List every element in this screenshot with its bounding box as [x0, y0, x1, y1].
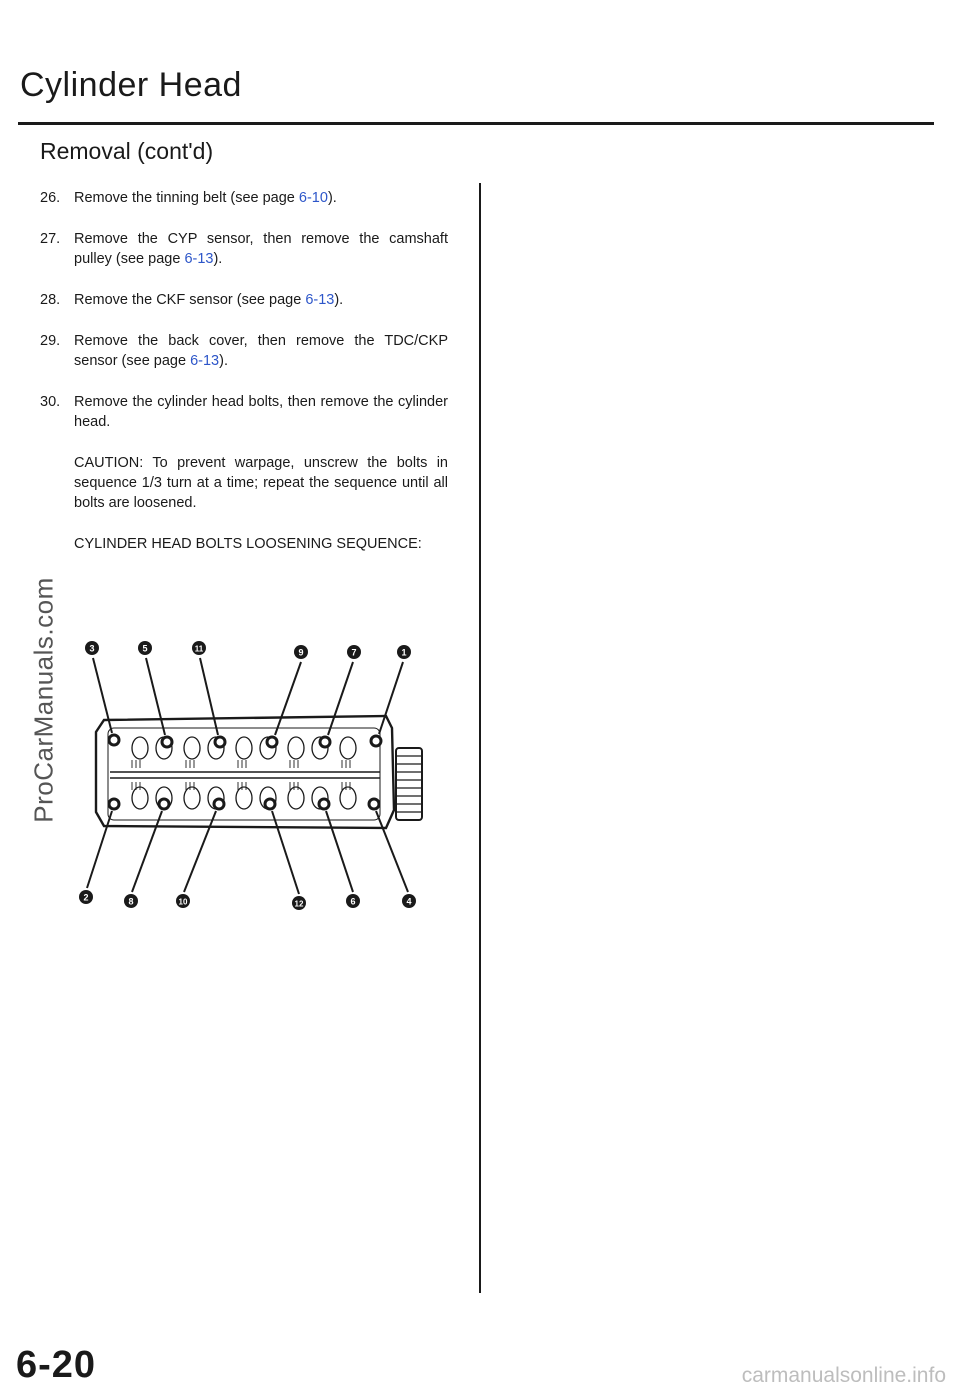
bolt-marker [124, 894, 138, 908]
step-text: Remove the CYP sensor, then remove the camshaft pulley (see page [74, 231, 448, 267]
bolt-marker [294, 645, 308, 659]
step-text-end: ). [334, 292, 344, 308]
step-number: 26. [40, 190, 61, 206]
step-29 [40, 331, 448, 371]
svg-text:12: 12 [294, 899, 304, 909]
section-subtitle: Removal (cont'd) [40, 138, 214, 164]
bolt-marker [138, 641, 152, 655]
title-rule [18, 122, 934, 125]
step-30 [40, 392, 448, 432]
procedure-steps [40, 188, 448, 575]
bolt-marker [176, 894, 190, 908]
bolt-marker [347, 645, 361, 659]
svg-text:3: 3 [89, 643, 95, 654]
bolt-marker [397, 645, 411, 659]
page-link[interactable]: 6-13 [190, 353, 220, 369]
step-26 [40, 188, 448, 208]
step-number: 30. [40, 394, 61, 410]
step-text: Remove the back cover, then remove the TDC/CKP sensor (see page [74, 333, 448, 369]
bolt-marker [85, 641, 99, 655]
page-number: 6-20 [16, 1344, 97, 1386]
caution-note: CAUTION: To prevent warpage, unscrew the bolts in sequence 1/3 turn at a time; repeat the sequence until all bolts are loosened. [74, 455, 448, 511]
svg-text:6: 6 [350, 896, 356, 907]
step-text: Remove the CKF sensor (see page [74, 292, 306, 308]
cylinder-head-diagram [74, 632, 440, 912]
bolt-marker [402, 894, 416, 908]
footer-site-watermark: carmanualsonline.info [741, 1364, 946, 1387]
bolt-marker [192, 641, 206, 655]
svg-text:2: 2 [83, 892, 89, 903]
page-title: Cylinder Head [20, 66, 242, 104]
svg-text:1: 1 [401, 647, 407, 658]
step-number: 28. [40, 292, 61, 308]
bolt-marker [79, 890, 93, 904]
bolt-markers-bottom [79, 890, 416, 910]
bolt-marker [346, 894, 360, 908]
step-text-end: ). [219, 353, 228, 369]
sequence-label: CYLINDER HEAD BOLTS LOOSENING SEQUENCE: [74, 536, 422, 552]
svg-text:8: 8 [128, 896, 134, 907]
side-watermark: ProCarManuals.com [28, 577, 59, 823]
bolt-markers-top [85, 641, 411, 659]
step-27 [40, 229, 448, 269]
step-text-end: ). [213, 251, 223, 267]
bolt-marker [292, 896, 306, 910]
step-text: Remove the tinning belt (see page [74, 190, 299, 206]
svg-text:4: 4 [406, 896, 412, 907]
step-text: Remove the cylinder head bolts, then remove the cylinder head. [74, 394, 448, 430]
svg-text:9: 9 [298, 647, 304, 658]
svg-text:10: 10 [178, 897, 188, 907]
svg-text:11: 11 [194, 644, 204, 654]
page-link[interactable]: 6-13 [305, 292, 335, 308]
page-link[interactable]: 6-13 [184, 251, 214, 267]
step-number: 27. [40, 231, 61, 247]
column-divider [479, 183, 481, 1293]
svg-text:7: 7 [351, 647, 357, 658]
step-text-end: ). [327, 190, 337, 206]
page-link[interactable]: 6-10 [298, 190, 328, 206]
step-number: 29. [40, 333, 61, 349]
svg-text:5: 5 [142, 643, 148, 654]
step-28 [40, 290, 448, 310]
